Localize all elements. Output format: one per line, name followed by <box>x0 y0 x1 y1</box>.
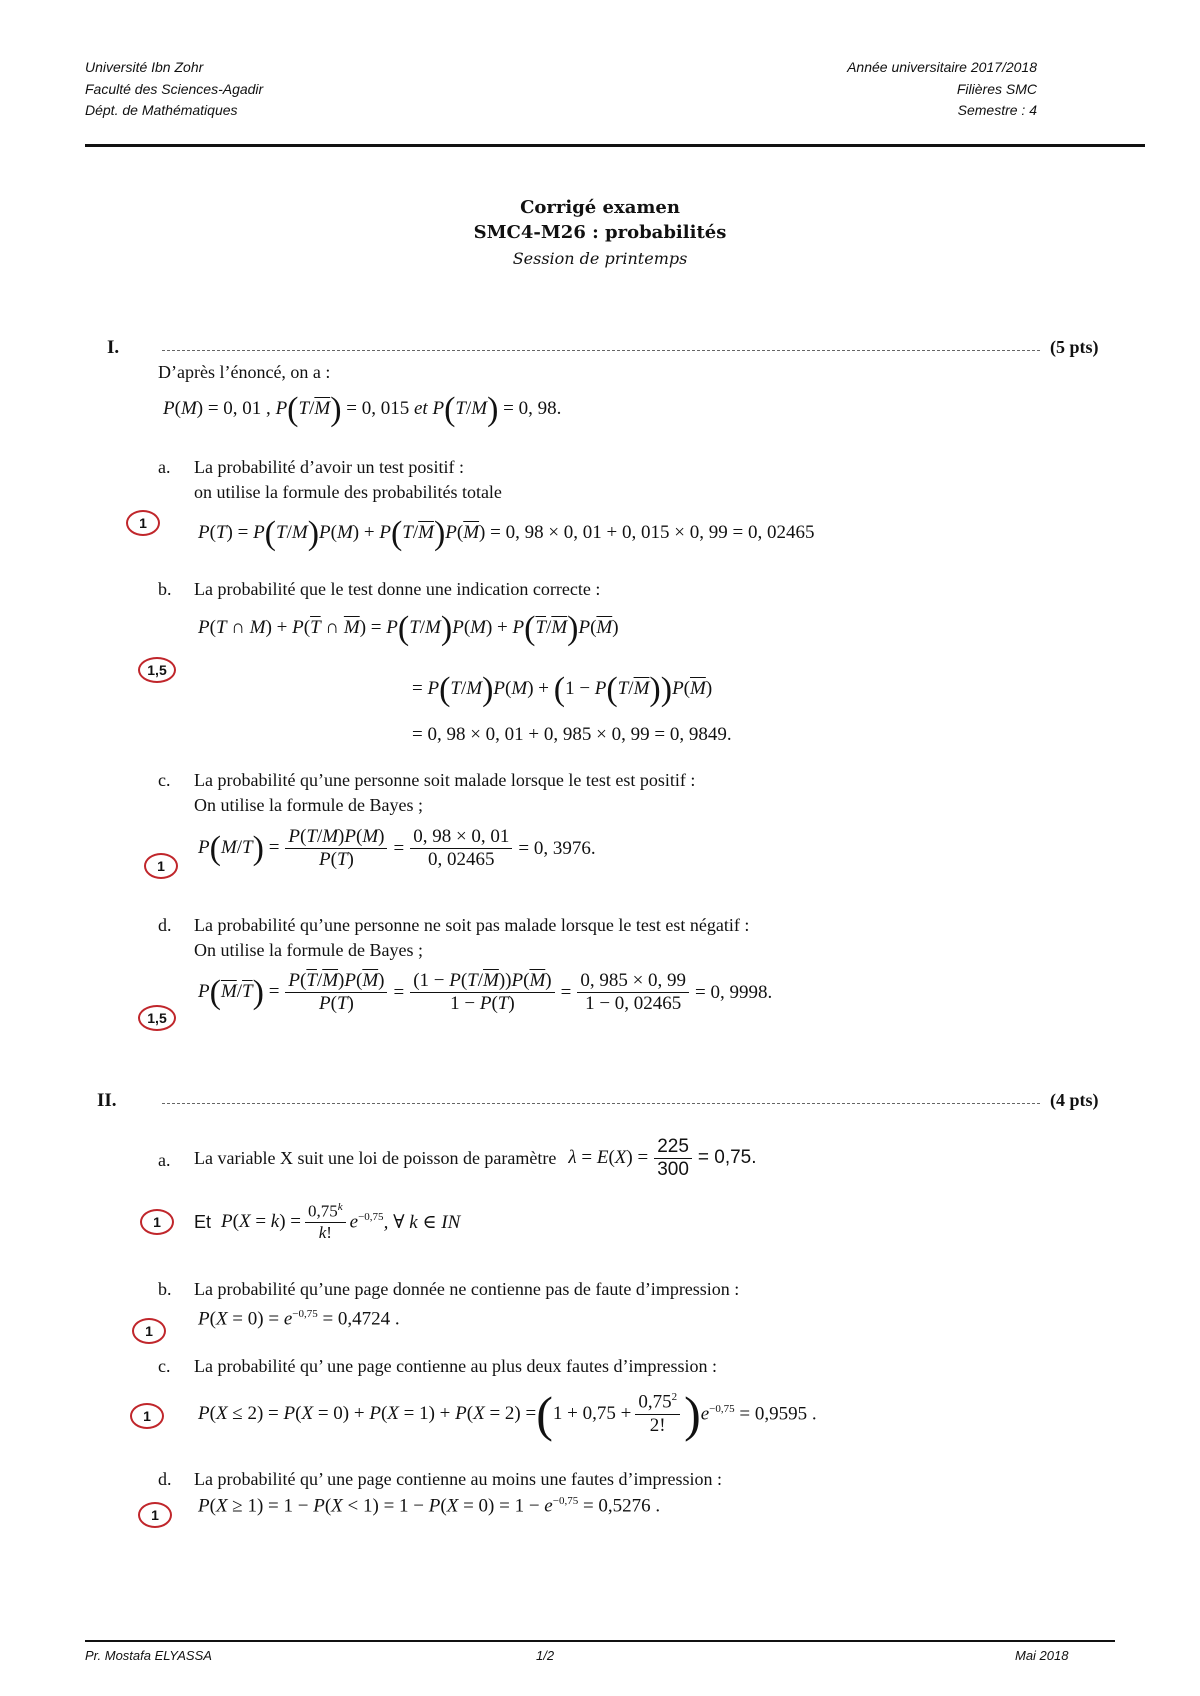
item-1a-method: on utilise la formule des probabilités totale <box>194 482 502 502</box>
score-badge: 1,5 <box>138 657 176 683</box>
item-1d-method: On utilise la formule de Bayes ; <box>194 940 423 960</box>
section-2-leader <box>162 1103 1040 1104</box>
section-2-number: II. <box>97 1090 117 1111</box>
formula-1b-line2: = $P(T/M)P(M) + (1 - P(T/\overline{M}))P(\overline{M})$ <box>412 671 713 708</box>
footer-date: Mai 2018 <box>1015 1648 1069 1663</box>
section-1-leader <box>162 350 1040 351</box>
item-1c-label: c. <box>158 770 171 790</box>
footer-divider <box>85 1640 1115 1642</box>
formula-2b: $P(X = 0) = e^{-0,75} = 0,4724$ . <box>198 1308 400 1330</box>
faculty-name: Faculté des Sciences-Agadir <box>85 80 264 97</box>
item-1c-method: On utilise la formule de Bayes ; <box>194 795 423 815</box>
lambda-formula: λ = E(X) = <box>568 1147 649 1168</box>
item-1b-label: b. <box>158 579 172 599</box>
formula-1d: $P(\overline{M}/\overline{T})$ = $\frac{P(\overline{T}/\overline{M})P(\overline{M})}{P(\overline{T})}$ = $\frac{(1 - P(T/\overline{M}))P(\overline{M})}{1 - P(T)}$ = $\frac{0, 985 \times 0, 99}{1 - 0, 02465}$ = 0, 9998. <box>198 970 773 1014</box>
item-2c-text: La probabilité qu’ une page contienne au plus deux fautes d’impression : <box>194 1356 718 1376</box>
formula-1b-line1: P(T ∩ $M) + P(\overline{T}$ ∩ $\overline{M}) = P(T/M)P(M) + P(\overline{T}/\overline{M})P(\overline{M})$ <box>198 610 619 647</box>
item-1c-text: La probabilité qu’une personne soit malade lorsque le test est positif : <box>194 770 696 790</box>
score-badge: 1 <box>144 853 178 879</box>
item-2a-label: a. <box>158 1150 171 1170</box>
item-1a-text: La probabilité d’avoir un test positif : <box>194 457 464 477</box>
item-2b-text: La probabilité qu’une page donnée ne contienne pas de faute d’impression : <box>194 1279 740 1299</box>
formula-2d: $P(X \ge 1) = 1 - P(X < 1) = 1 - P(X = 0) = 1 - e^{-0,75} = 0,5276$ . <box>198 1495 661 1517</box>
item-1d-label: d. <box>158 915 172 935</box>
footer-author: Pr. Mostafa ELYASSA <box>85 1648 212 1663</box>
footer-page-number: 1/2 <box>536 1648 555 1663</box>
formula-1b-line3: = 0, 98 × 0, 01 + 0, 985 × 0, 99 = 0, 9849. <box>412 724 732 745</box>
semester: Semestre : 4 <box>957 102 1037 118</box>
section-1-number: I. <box>107 337 120 358</box>
university-name: Université Ibn Zohr <box>85 59 204 75</box>
item-1b-text: La probabilité que le test donne une indication correcte : <box>194 579 601 599</box>
header-divider <box>85 144 1145 147</box>
item-2a-line: La variable X suit une loi de poisson de paramètre λ = E(X) = $\frac{225}{300}$ = 0,75. <box>194 1135 757 1180</box>
item-2b-label: b. <box>158 1279 172 1299</box>
score-badge: 1 <box>138 1502 172 1528</box>
formula-1c: P(M/T) = $\frac{P(T/M)P(M)}{P(T)}$ = $\frac{0, 98 \times 0, 01}{0, 02465}$ = 0, 3976. <box>198 826 596 870</box>
item-2a-text: La variable X suit une loi de poisson de paramètre <box>194 1147 557 1168</box>
item-1d-text: La probabilité qu’une personne ne soit pas malade lorsque le test est négatif : <box>194 915 750 935</box>
section-2-points: (4 pts) <box>1050 1090 1099 1110</box>
header-left <box>85 57 263 122</box>
header-right <box>847 57 1037 122</box>
program: Filières SMC <box>956 80 1037 97</box>
score-badge: 1,5 <box>138 1005 176 1031</box>
score-badge: 1 <box>126 510 160 536</box>
section-1-points: (5 pts) <box>1050 337 1099 357</box>
item-2c-label: c. <box>158 1356 171 1376</box>
item-2d-label: d. <box>158 1469 172 1489</box>
score-badge: 1 <box>140 1209 174 1235</box>
item-1a-label: a. <box>158 457 171 477</box>
formula-1a: $P(T) = P(T/M)P(M) + P(T/\overline{M})P(\overline{M}) = 0$, 98 × 0, 01 + 0, 015 × 0, 99 = 0, 02465 <box>198 515 815 552</box>
section-1-intro: D’après l’énoncé, on a : <box>158 362 331 382</box>
doc-title: Corrigé examen <box>520 197 680 218</box>
doc-session: Session de printemps <box>512 249 688 268</box>
given-probabilities: P(M) = 0, 01 , $P(T/\overline{M}) = 0$, 015 et P(T/M) = 0, 98. <box>163 391 562 428</box>
academic-year: Année universitaire 2017/2018 <box>847 59 1037 75</box>
score-badge: 1 <box>130 1403 164 1429</box>
doc-subtitle: SMC4-M26 : probabilités <box>473 222 727 243</box>
poisson-pmf: Et P(X = k) = $\frac{0,75^k}{k!}$ $e^{-0,75}$ , ∀ k ∈ IN <box>194 1201 461 1242</box>
score-badge: 1 <box>132 1318 166 1344</box>
formula-2c: P(X ≤ 2) = P(X = 0) + P(X = 1) + P(X = 2) = ( 1 + 0,75 + $\frac{0,75^2}{2!}$ ) $e^{-0,75} = 0,9595$ . <box>198 1386 817 1442</box>
item-2d-text: La probabilité qu’ une page contienne au moins une fautes d’impression : <box>194 1469 723 1489</box>
department-name: Dépt. de Mathématiques <box>85 102 238 118</box>
